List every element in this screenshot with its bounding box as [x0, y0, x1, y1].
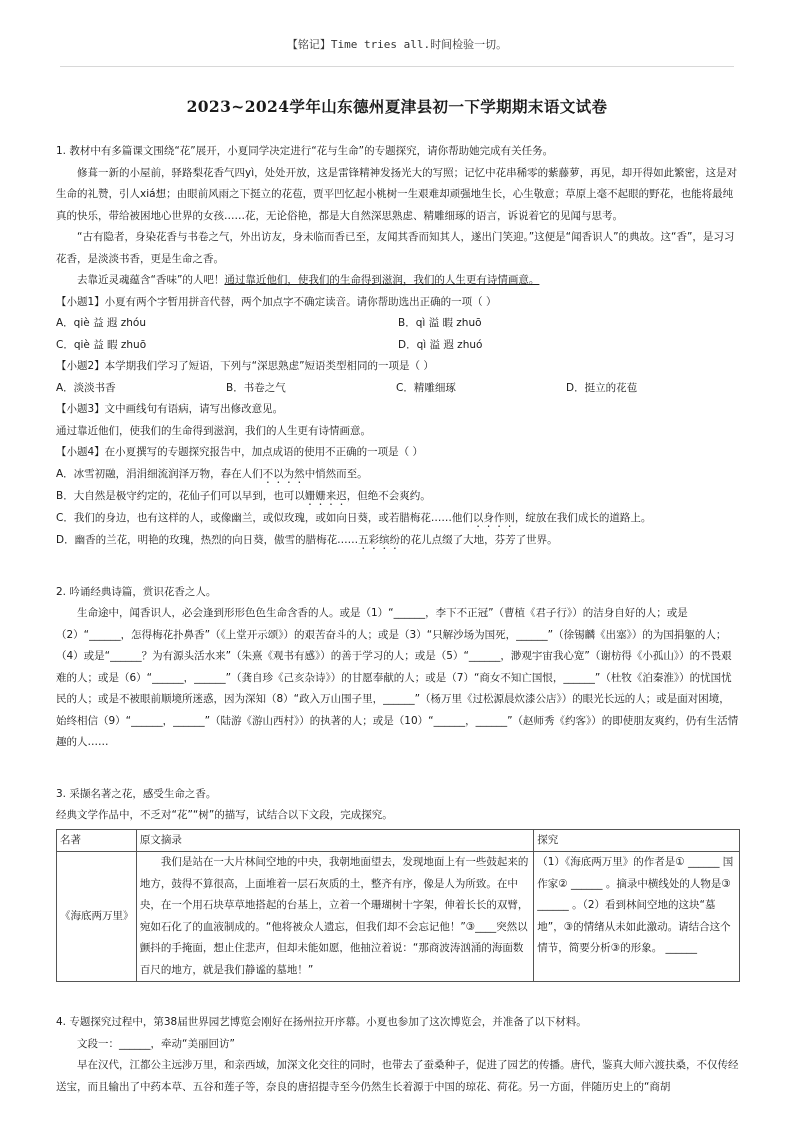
dotted-idiom: 不以为然 [262, 467, 305, 480]
q2-stem: 2. 吟诵经典诗篇，赏识花香之人。 [56, 585, 217, 598]
dotted-idiom: 姗姗来迟 [304, 489, 347, 502]
q4-stem: 4. 专题探究过程中，第38届世界园艺博览会刚好在扬州拉开序幕。小夏也参加了这次博览会，并准备了以下材料。 [56, 1016, 587, 1028]
table-row [57, 852, 740, 982]
spacer [56, 552, 740, 582]
q3-stem: 3. 采撷名著之花，感受生命之香。 [56, 787, 217, 800]
q1-sub3-stem: 【小题3】文中画线句有语病，请写出修改意见。 [56, 403, 284, 415]
q4-passage: 早在汉代，江都公主远涉万里，和亲西域，加深文化交往的同时，也带去了蚕桑种子，促进了园艺的传播。唐代，鉴真大师六渡扶桑，不仅传经送宝，而且输出了中药本草、五谷和莲子等，奈良的唐招提寺至今仍然生长着源于中国的琼花、荷花。另一方面，伴随历史上的“商胡 [56, 1059, 739, 1093]
q1-passage-para3 [56, 270, 740, 292]
table-header-row [57, 829, 740, 852]
option-a[interactable]: A．qiè 益 遐 zhóu [56, 317, 146, 329]
option-text: ，但绝不会爽约。 [346, 489, 431, 502]
option-text: B．大自然是极守约定的，花仙子们可以早到，也可以 [56, 489, 305, 502]
q1-sub3-sentence: 通过靠近他们，使我们的生命得到滋润，我们的人生更有诗情画意。 [56, 424, 371, 437]
option-d[interactable] [56, 530, 740, 552]
option-d[interactable]: D．qì 溢 遐 zhuó [398, 338, 483, 351]
excerpt-cell: 我们是站在一大片林间空地的中央，我朝地面望去，发现地面上有一些鼓起来的地方，鼓得不算很高，上面堆着一层石灰质的土，整齐有序，像是人为所致。在中央，在一个用石块草草地搭起的台基上，立着一个珊瑚树十字架，伸着长长的双臂，宛如石化了的血液制成的。“他将被众人遗忘，但我们却不会忘记他！”③____突然以颤抖的手掩面，想止住悲声，但却未能如愿，他抽泣着说：“那商波涛汹涌的海面数百尺的地方，就是我们静谧的墓地！” [136, 852, 533, 982]
option-text: D．幽香的兰花，明艳的玫瑰，热烈的向日葵，傲雪的腊梅花…… [56, 533, 359, 546]
option-text: A．冰雪初融，涓涓细流润泽万物，春在人们 [56, 467, 263, 480]
option-a[interactable]: A．淡淡书香 [56, 381, 116, 394]
table-header-cell: 探究 [534, 829, 740, 852]
q1-sub2-stem: 【小题2】本学期我们学习了短语，下列与“深思熟虑”短语类型相同的一项是（ ） [56, 360, 434, 372]
option-b[interactable]: B．qì 溢 暇 zhuō [398, 317, 482, 329]
spacer [56, 982, 740, 1012]
dotted-idiom: 以身作则 [472, 511, 515, 524]
spacer [56, 754, 740, 784]
q1-passage-para1: 修葺一新的小屋前，驿路梨花香气四yì，处处开放，这是雷锋精神发扬光大的写照；记忆中花串稀零的紫藤萝，再见，却开得如此繁密，这是对生命的礼赞，引人xiá想；由眼前风雨之下挺立的花苞，贾平凹忆起小桃树一生艰难却顽强地生长，心生敬意；草原上毫不起眼的野花，也能将最纯真的快乐，带给被困地心世界的女孩……花，无论俗艳，都是大自然深思熟虑、精雕细琢的语言，诉说着它的见闻与思考。 [56, 166, 738, 222]
page-motto: 【铭记】Time tries all.时间检验一切。 [286, 38, 508, 51]
option-c[interactable]: C．qiè 益 暇 zhuō [56, 338, 147, 351]
q1-sub1-stem: 【小题1】小夏有两个字暂用拼音代替，两个加点字不确定读音。请你帮助选出正确的一项（ ） [56, 295, 497, 308]
option-a[interactable] [56, 464, 740, 486]
q1-passage-para2: “古有隐者，身染花香与书卷之气，外出访友，身未临而香已至，友闻其香而知其人，遂出门笑迎。”这便是“闻香识人”的典故。这“香”，是习习花香，是淡淡书香，更是生命之香。 [56, 231, 735, 265]
option-text: 的花儿点缀了大地，芬芳了世界。 [400, 533, 558, 546]
option-text: 中悄然而至。 [304, 467, 368, 480]
option-text: ，绽放在我们成长的道路上。 [514, 511, 652, 524]
table-header-cell: 原文摘录 [136, 829, 533, 852]
exam-title: 2023~2024学年山东德州夏津县初一下学期期末语文试卷 [186, 97, 608, 116]
header-divider [60, 66, 734, 67]
dotted-idiom: 五彩缤纷 [358, 533, 401, 546]
table-header-cell: 名著 [57, 829, 137, 852]
q1-stem: 1. 教材中有多篇课文围绕“花”展开，小夏同学决定进行“花与生命”的专题探究，请你帮助她完成有关任务。 [56, 145, 554, 157]
option-c[interactable]: C．精雕细琢 [396, 381, 456, 394]
q1-para3-text: 去靠近灵魂蕴含“香味”的人吧！ [77, 274, 225, 286]
q1-sub1-options-row1 [56, 313, 740, 335]
option-d[interactable]: D．挺立的花苞 [566, 381, 638, 394]
option-c[interactable] [56, 508, 740, 530]
option-b[interactable] [56, 486, 740, 508]
q4-section-title: 文段一：______，牵动“美丽回访” [77, 1037, 235, 1050]
option-b[interactable]: B．书卷之气 [226, 381, 286, 394]
q1-sub1-options-row2 [56, 335, 740, 357]
q1-underlined-sentence: 通过靠近他们，使我们的生命得到滋润，我们的人生更有诗情画意。 [224, 274, 540, 286]
q2-poetry-fill-in: 生命途中，闻香识人，必会逢到形形色色生命含香的人。或是（1）“______，李下不正冠”（曹植《君子行》）的洁身自好的人；或是（2）“______，怎得梅花扑鼻香”（《上堂开示颂》）的艰苦奋斗的人；或是（3）“只解沙场为国死，______”（徐锡麟《出塞》）的为国捐躯的人；（4）或是“______？为有源头活水来”（朱熹《观书有感》）的善于学习的人；或是（5）“______，渺观宇宙我心宽”（谢枋得《小孤山》）的不畏艰难的人；或是（6）“______，______”（龚自珍《己亥杂诗》）的甘愿奉献的人；或是（7）“商女不知亡国恨，______”（杜牧《泊秦淮》）的忧国忧民的人；或是不被眼前顺境所迷惑，因为深知（8）“政入万山围子里，______”（杨万里《过松源晨炊漆公店》）的眼光长远的人；或是面对困境，始终相信（9）“______，______”（陆游《游山西村》）的执著的人；或是（10）“______，______”（赵师秀《约客》）的即使朋友爽约，仍有生活情趣的人…… [56, 607, 739, 748]
q3-table [56, 829, 740, 983]
q1-sub4-stem: 【小题4】在小夏撰写的专题探究报告中，加点成语的使用不正确的一项是（ ） [56, 446, 424, 458]
exam-content [56, 141, 740, 1098]
option-text: C．我们的身边，也有这样的人，或像幽兰，或似玫瑰，或如向日葵，或若腊梅花……他们 [56, 511, 473, 524]
inquiry-cell[interactable]: （1）《海底两万里》的作者是① ______ 国作家② ______ 。摘录中横线处的人物是③ ______ 。（2）看到林间空地的这块“墓地”，③的情绪从未如此激动。请结合这个情节，简要分析③的形象。 ______ [534, 852, 740, 982]
q3-intro: 经典文学作品中，不乏对“花”“树”的描写，试结合以下文段，完成探究。 [56, 809, 393, 821]
q1-sub2-options [56, 378, 740, 400]
book-title-cell: 《海底两万里》 [57, 852, 137, 982]
